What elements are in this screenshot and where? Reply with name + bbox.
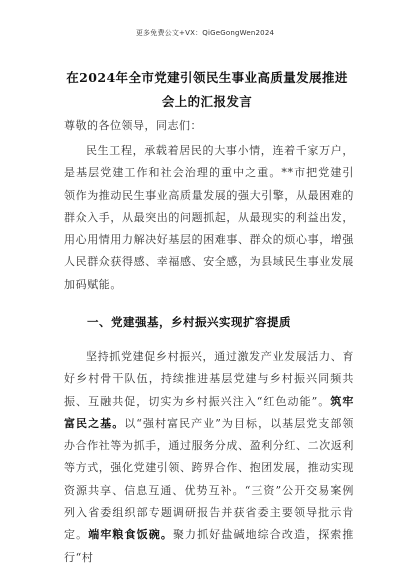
paragraph-text: 坚持抓党建促乡村振兴，通过激发产业发展活力、育好乡村骨干队伍，持续推进基层党建与乡村振兴同频共振、互融共促，切实为乡村振兴注入“红色动能”。	[64, 350, 354, 408]
salutation: 尊敬的各位领导，同志们：	[64, 119, 202, 132]
document-title: 在2024年全市党建引领民生事业高质量发展推进会上的汇报发言	[66, 70, 348, 109]
paragraph-section-1	[64, 346, 354, 569]
section-heading-1: 一、党建强基，乡村振兴实现扩容提质	[87, 315, 291, 329]
header-note: 更多免费公文+VX：QiGeGongWen2024	[135, 29, 275, 37]
paragraph-text: 聚力抓好盐碱地综合改造，探索推行“村	[64, 528, 355, 564]
bold-lead-phrase: 筑牢富民之基。	[64, 394, 355, 430]
paragraph-intro: 民生工程，承载着居民的大事小情，连着千家万户，是基层党建工作和社会治理的重中之重。**市把党建引领作为推动民生事业高质量发展的强大引擎，从最困难的群众入手，从最突出的问题抓起，从最现实的利益出发，用心用情用力解决好基层的困难事、群众的烦心事，增强人民群众获得感、幸福感、安全感，为县域民生事业发展加码赋能。	[64, 144, 354, 291]
paragraph-text: 以“强村富民产业”为目标，以基层党支部领办合作社等为抓手，通过服务分成、盈利分红、二次返利等方式，强化党建引领、跨界合作、抱团发展，推动实现资源共享、信息互通、优势互补。“三资”公开交易案例列入省委组织部专题调研报告并获省委主要领导批示肯定。	[64, 416, 355, 542]
bold-lead-phrase: 端牢粮食饭碗。	[88, 528, 173, 542]
